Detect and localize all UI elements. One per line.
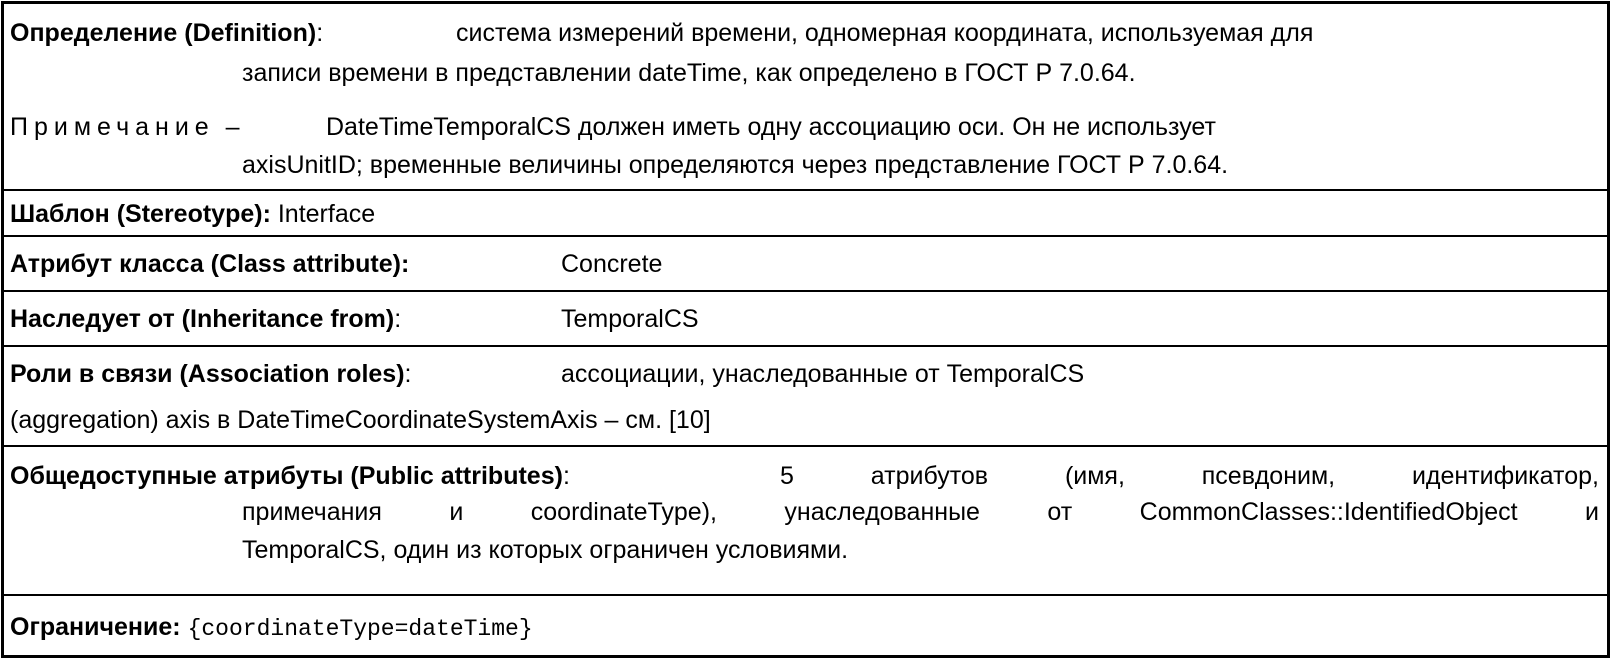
constraint-line	[10, 612, 533, 644]
class-attribute-value: Concrete	[561, 250, 663, 278]
pa-word: псевдоним,	[1201, 462, 1336, 490]
stereotype-value: Interface	[277, 200, 376, 228]
note-text-2: axisUnitID; временные величины определяются через представление ГОСТ Р 7.0.64.	[242, 151, 1229, 179]
note-dash: –	[225, 113, 240, 141]
note-label: Примечание	[10, 113, 215, 141]
definition-text-2: записи времени в представлении dateTime, как определено в ГОСТ Р 7.0.64.	[242, 59, 1136, 87]
stereotype-row	[4, 191, 1607, 237]
inheritance-line	[10, 304, 401, 334]
class-attribute-row	[4, 237, 1607, 292]
definition-separator: :	[316, 19, 324, 47]
pa-word: идентификатор,	[1411, 462, 1599, 490]
association-separator: :	[404, 360, 412, 388]
definition-row	[4, 4, 1607, 191]
stereotype-label: Шаблон (Stereotype):	[10, 200, 271, 228]
constraint-label: Ограничение:	[10, 613, 181, 641]
class-definition-table	[1, 1, 1610, 658]
public-attributes-text-3: TemporalCS, один из которых ограничен условиями.	[242, 536, 849, 564]
note-text-1: DateTimeTemporalCS должен иметь одну ассоциацию оси. Он не использует	[326, 113, 1216, 141]
pa-word: (имя,	[1064, 462, 1125, 490]
pa-word: 5	[780, 462, 794, 490]
association-text-1: ассоциации, унаследованные от TemporalCS	[561, 360, 1085, 388]
public-attributes-line-1	[10, 461, 570, 491]
public-attributes-label: Общедоступные атрибуты (Public attributes)	[10, 462, 563, 490]
inheritance-row	[4, 292, 1607, 347]
public-attributes-separator: :	[562, 462, 570, 490]
public-attributes-text-2: примечания и coordinateType), унаследованные от CommonClasses::IdentifiedObject и	[242, 498, 1599, 526]
note-line-1	[10, 112, 240, 142]
inheritance-label: Наследует от (Inheritance from)	[10, 305, 395, 333]
definition-label: Определение (Definition)	[10, 19, 317, 47]
association-row	[4, 347, 1607, 447]
pa-word: атрибутов	[870, 462, 989, 490]
class-attribute-label: Атрибут класса (Class attribute):	[10, 250, 410, 278]
definition-line-1	[10, 18, 323, 48]
inheritance-separator: :	[394, 305, 402, 333]
public-attributes-text-1	[780, 461, 1599, 491]
constraint-row	[4, 596, 1607, 658]
association-label: Роли в связи (Association roles)	[10, 360, 405, 388]
association-line-1	[10, 359, 411, 389]
public-attributes-row	[4, 447, 1607, 596]
definition-text-1: система измерений времени, одномерная координата, используемая для	[456, 19, 1314, 47]
constraint-value: {coordinateType=dateTime}	[187, 616, 533, 642]
public-attributes-text-2-wrap	[242, 495, 1599, 529]
inheritance-value: TemporalCS	[561, 305, 699, 333]
stereotype-line	[10, 199, 375, 229]
association-text-2: (aggregation) axis в DateTimeCoordinateSystemAxis – см. [10]	[10, 406, 711, 434]
